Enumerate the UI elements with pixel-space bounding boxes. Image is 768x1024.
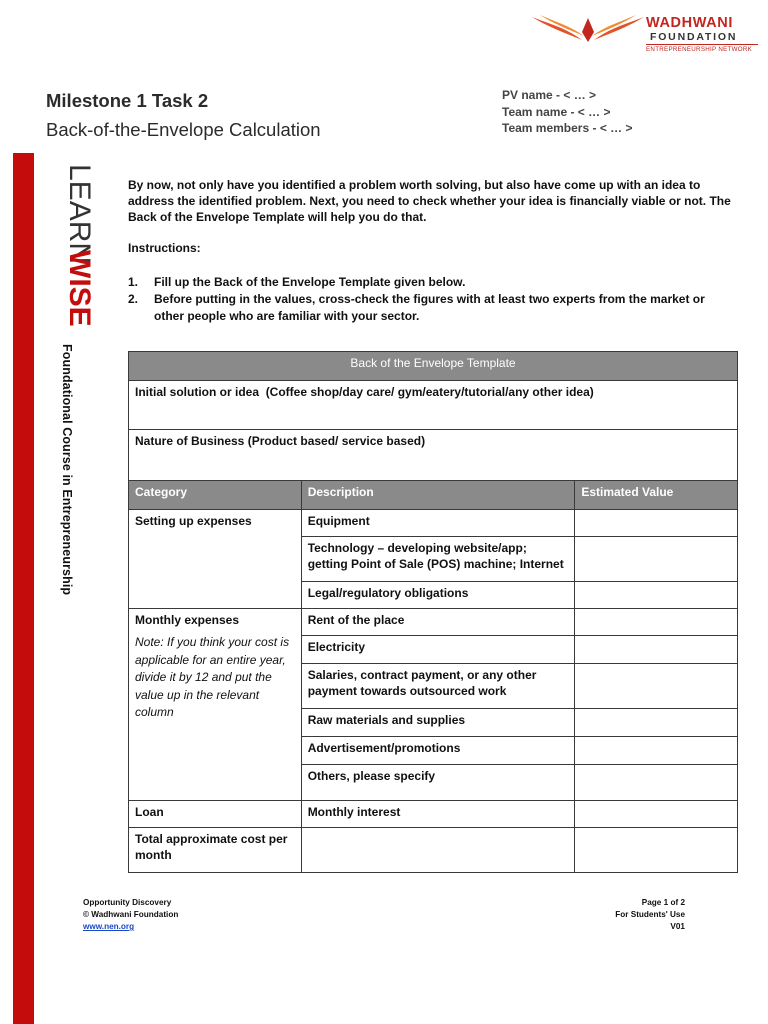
monthly-item: Raw materials and supplies xyxy=(301,709,575,737)
setup-item: Equipment xyxy=(301,510,575,537)
value-cell[interactable] xyxy=(575,709,738,737)
intro-template-name: Back of the Envelope Template xyxy=(128,210,305,224)
instruction-text: Fill up the xyxy=(154,275,214,289)
nature-cell[interactable]: Nature of Business (Product based/ service based) xyxy=(129,430,738,481)
audience-label: For Students' Use xyxy=(615,910,685,919)
footer-copyright: © Wadhwani Foundation xyxy=(83,910,179,919)
intro-paragraph xyxy=(128,177,733,225)
col-category: Category xyxy=(129,481,302,510)
value-cell[interactable] xyxy=(575,609,738,636)
intro-text: By now, not only have you identified a problem worth solving, but also have come up with an idea to address the identified problem. Next, you need to check whether your idea is financially viable or not. The xyxy=(128,178,731,208)
learnwise-logo xyxy=(40,162,96,337)
brand-learn-text: LEARN xyxy=(63,164,96,265)
value-cell[interactable] xyxy=(575,737,738,765)
loan-category: Loan xyxy=(129,801,302,828)
setup-item: Technology – developing website/app; getting Point of Sale (POS) machine; Internet xyxy=(301,537,575,582)
instruction-number: 1. xyxy=(128,275,139,289)
learnwise-branding xyxy=(40,162,96,596)
pv-name: PV name - < … > xyxy=(502,88,597,102)
value-cell[interactable] xyxy=(575,582,738,609)
wadhwani-logo xyxy=(532,14,752,54)
footer-right xyxy=(584,897,685,933)
monthly-item: Advertisement/promotions xyxy=(301,737,575,765)
monthly-item: Electricity xyxy=(301,636,575,664)
brand-wise-text: WISE xyxy=(63,250,96,327)
version-label: V01 xyxy=(670,922,685,931)
setup-item: Legal/regulatory obligations xyxy=(301,582,575,609)
solution-cell[interactable] xyxy=(129,381,738,430)
value-cell[interactable] xyxy=(575,801,738,828)
instruction-template-name: Back of the Envelope Template xyxy=(214,275,391,289)
envelope-template-table xyxy=(128,351,738,873)
instruction-number: 2. xyxy=(128,292,139,306)
monthly-category xyxy=(129,609,302,801)
page-title: Milestone 1 Task 2 xyxy=(46,90,209,111)
total-description-cell[interactable] xyxy=(301,828,575,873)
table-title: Back of the Envelope Template xyxy=(129,352,738,381)
monthly-label: Monthly expenses xyxy=(135,613,240,627)
wings-icon xyxy=(532,14,644,44)
page-subtitle: Back-of-the-Envelope Calculation xyxy=(46,119,321,140)
loan-item: Monthly interest xyxy=(301,801,575,828)
instructions-title: Instructions: xyxy=(128,241,201,255)
page-number: Page 1 of 2 xyxy=(641,898,685,907)
monthly-item: Others, please specify xyxy=(301,765,575,801)
instruction-item xyxy=(128,274,733,291)
footer-module: Opportunity Discovery xyxy=(83,898,172,907)
value-cell[interactable] xyxy=(575,664,738,709)
monthly-item: Rent of the place xyxy=(301,609,575,636)
logo-line2: FOUNDATION xyxy=(650,31,738,43)
value-cell[interactable] xyxy=(575,510,738,537)
side-red-bar xyxy=(13,153,34,1024)
course-name: Foundational Course in Entrepreneurship xyxy=(60,344,74,596)
value-cell[interactable] xyxy=(575,537,738,582)
monthly-note: Note: If you think your cost is applicable for an entire year, divide it by 12 and put the value up in the relevant column xyxy=(135,635,290,719)
col-estimated-value: Estimated Value xyxy=(575,481,738,510)
logo-line1: WADHWANI xyxy=(646,15,733,31)
instructions-list xyxy=(128,274,733,325)
col-description: Description xyxy=(301,481,575,510)
setup-category: Setting up expenses xyxy=(129,510,302,609)
instruction-item xyxy=(128,291,733,325)
monthly-item: Salaries, contract payment, or any other payment towards outsourced work xyxy=(301,664,575,709)
value-cell[interactable] xyxy=(575,765,738,801)
intro-text-end: will help you do that. xyxy=(304,210,427,224)
team-name: Team name - < … > xyxy=(502,104,611,119)
footer-left xyxy=(83,897,178,933)
footer-link[interactable]: www.nen.org xyxy=(83,922,135,931)
total-category: Total approximate cost per month xyxy=(129,828,302,873)
solution-hint: (Coffee shop/day care/ gym/eatery/tutorial/any other idea) xyxy=(265,385,594,399)
instruction-text-end: given below. xyxy=(390,275,466,289)
solution-label: Initial solution or idea xyxy=(135,385,260,399)
value-cell[interactable] xyxy=(575,828,738,873)
logo-line3: ENTREPRENEURSHIP NETWORK xyxy=(646,46,753,53)
team-info xyxy=(502,87,633,137)
value-cell[interactable] xyxy=(575,636,738,664)
team-members: Team members - < … > xyxy=(502,121,633,135)
instruction-text: Before putting in the values, cross-check the figures with at least two experts from the market or other people who are familiar with your sector. xyxy=(154,292,705,323)
